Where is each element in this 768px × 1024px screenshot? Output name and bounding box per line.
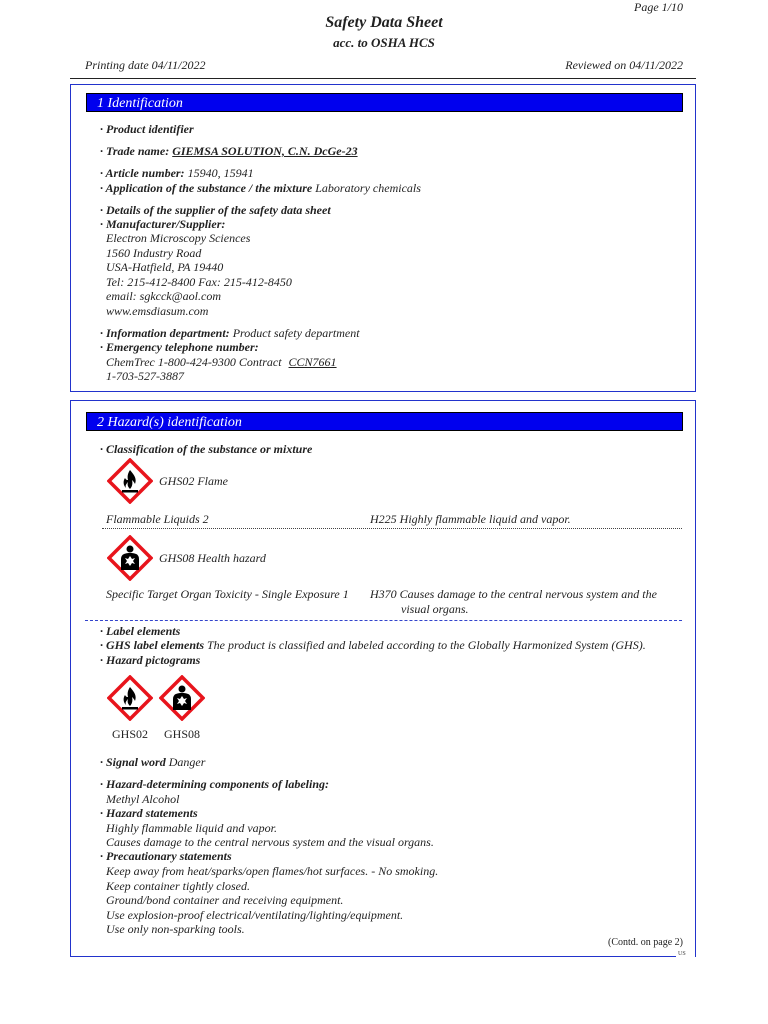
address-line: 1560 Industry Road [106,246,202,260]
trade-name-label: · Trade name: [100,144,170,158]
signal-word-label: · Signal word [100,755,166,769]
section-1-heading: 1 Identification [86,93,683,112]
section-2-heading: 2 Hazard(s) identification [86,412,683,431]
flame-pictogram-icon [107,458,153,504]
stot-class: Specific Target Organ Toxicity - Single Exposure 1 [106,587,349,601]
emergency-label: · Emergency telephone number: [100,340,259,354]
components-label: · Hazard-determining components of labeling: [100,777,330,791]
dashed-divider [85,620,682,621]
supplier-details-label: · Details of the supplier of the safety data sheet [100,203,331,217]
pictogram-code: GHS02 [112,727,149,741]
label-elements-label: · Label elements [100,624,181,638]
info-department-label: · Information department: [100,326,230,340]
signal-word-row [100,755,205,769]
trade-name-row [100,144,358,158]
page-number: Page 1/10 [634,0,683,14]
precautionary-statement: Use only non-sparking tools. [106,922,245,936]
header-divider [70,78,696,79]
precautionary-statement: Keep away from heat/sparks/open flames/hot surfaces. - No smoking. [106,864,439,878]
hazard-statement: Causes damage to the central nervous system and the visual organs. [106,835,434,849]
continued-note: (Contd. on page 2) [608,937,683,948]
precautionary-label: · Precautionary statements [100,849,232,863]
ghs-label-elements-value: The product is classified and labeled according to the Globally Harmonized System (GHS). [207,638,646,652]
info-department-value: Product safety department [232,326,360,340]
article-number-label: · Article number: [100,166,185,180]
article-number-value: 15940, 15941 [187,166,254,180]
article-number-row [100,166,254,180]
trade-name-value: GIEMSA SOLUTION, C.N. DcGe-23 [172,144,358,158]
emergency-line-2: 1-703-527-3887 [106,369,184,383]
address-line: Electron Microscopy Sciences [106,231,251,245]
emergency-contract: CCN7661 [288,355,337,369]
hazard-statements-label: · Hazard statements [100,806,198,820]
stot-statement-cont: visual organs. [401,602,469,616]
hazard-statement: Highly flammable liquid and vapor. [106,821,277,835]
address-line: www.emsdiasum.com [106,304,209,318]
hazard-pictograms-label: · Hazard pictograms [100,653,201,667]
dotted-divider [102,528,682,529]
emergency-line-1 [106,355,337,369]
pictogram-code: GHS08 [164,727,201,741]
precautionary-statement: Keep container tightly closed. [106,879,250,893]
ghs-label-elements-label: · GHS label elements [100,638,204,652]
manufacturer-label: · Manufacturer/Supplier: [100,217,226,231]
precautionary-statement: Use explosion-proof electrical/ventilating/lighting/equipment. [106,908,404,922]
printing-date: Printing date 04/11/2022 [85,58,206,72]
flame-pictogram-icon [107,675,153,721]
reviewed-date: Reviewed on 04/11/2022 [565,58,683,72]
signal-word-value: Danger [168,755,206,769]
address-line: email: sgkcck@aol.com [106,289,221,303]
components-value: Methyl Alcohol [106,792,180,806]
application-row [100,181,421,195]
region-code: US [678,951,686,957]
health-hazard-pictogram-icon [159,675,205,721]
ghs08-label: GHS08 Health hazard [159,551,266,565]
info-department-row [100,326,360,340]
application-label: · Application of the substance / the mixture [100,181,313,195]
application-value: Laboratory chemicals [315,181,421,195]
flammable-statement: H225 Highly flammable liquid and vapor. [370,512,571,526]
ghs-label-elements-row [100,638,646,652]
health-hazard-pictogram-icon [107,535,153,581]
footer-divider [70,956,676,957]
ghs02-label: GHS02 Flame [159,474,228,488]
precautionary-statement: Ground/bond container and receiving equipment. [106,893,344,907]
emergency-chemtrec: ChemTrec 1-800-424-9300 Contract [106,355,282,369]
stot-statement: H370 Causes damage to the central nervous system and the [370,587,657,601]
document-subtitle: acc. to OSHA HCS [333,35,435,50]
document-title: Safety Data Sheet [325,14,443,31]
flammable-class: Flammable Liquids 2 [106,512,209,526]
address-line: Tel: 215-412-8400 Fax: 215-412-8450 [106,275,292,289]
classification-label: · Classification of the substance or mixture [100,442,313,456]
address-line: USA-Hatfield, PA 19440 [106,260,224,274]
product-identifier-label: · Product identifier [100,122,194,136]
